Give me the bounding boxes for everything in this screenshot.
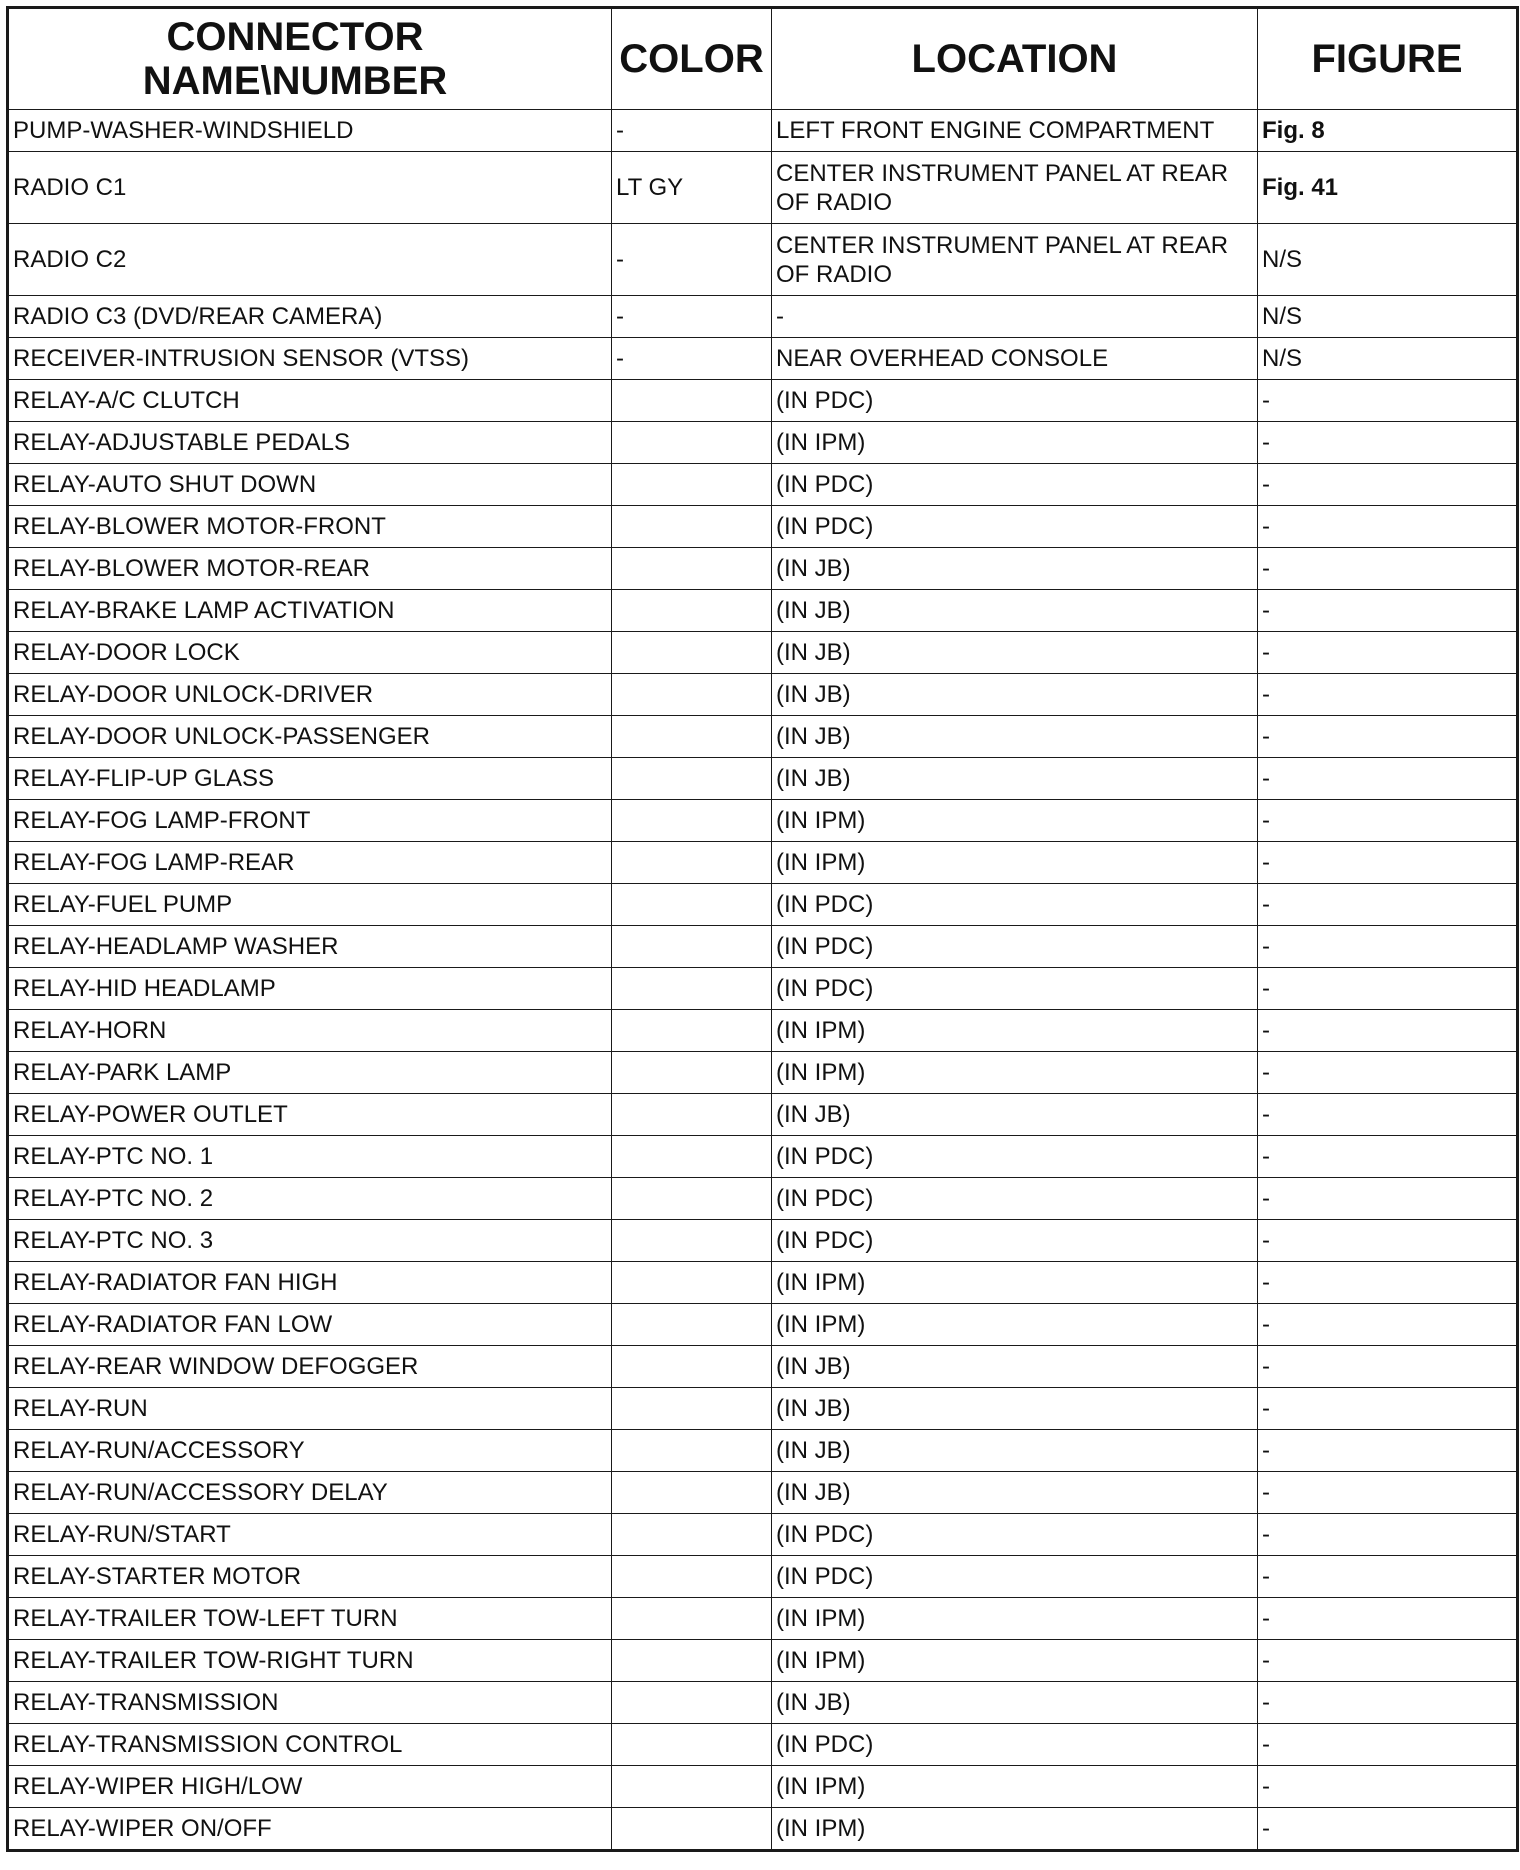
cell-figure: -	[1258, 422, 1518, 464]
cell-connector-name: RELAY-DOOR LOCK	[8, 632, 612, 674]
cell-connector-name: RELAY-HORN	[8, 1010, 612, 1052]
cell-location: (IN JB)	[772, 590, 1258, 632]
cell-color	[612, 1052, 772, 1094]
cell-location: (IN JB)	[772, 1430, 1258, 1472]
table-row	[8, 1220, 1518, 1262]
cell-location: (IN IPM)	[772, 1598, 1258, 1640]
cell-location: (IN JB)	[772, 758, 1258, 800]
table-row	[8, 1430, 1518, 1472]
table-row	[8, 464, 1518, 506]
cell-figure: -	[1258, 1682, 1518, 1724]
cell-color	[612, 1472, 772, 1514]
table-row	[8, 1514, 1518, 1556]
table-row	[8, 842, 1518, 884]
cell-color	[612, 1010, 772, 1052]
cell-connector-name: RELAY-WIPER HIGH/LOW	[8, 1766, 612, 1808]
cell-color	[612, 1430, 772, 1472]
cell-figure: -	[1258, 506, 1518, 548]
cell-connector-name: RELAY-BLOWER MOTOR-FRONT	[8, 506, 612, 548]
cell-connector-name: RELAY-PTC NO. 2	[8, 1178, 612, 1220]
cell-location: (IN PDC)	[772, 464, 1258, 506]
cell-color	[612, 1136, 772, 1178]
table-row	[8, 380, 1518, 422]
cell-connector-name: RELAY-FUEL PUMP	[8, 884, 612, 926]
cell-connector-name: RELAY-RUN	[8, 1388, 612, 1430]
cell-figure: -	[1258, 1472, 1518, 1514]
table-row	[8, 422, 1518, 464]
table-row	[8, 1262, 1518, 1304]
table-body	[8, 110, 1518, 1851]
cell-location: (IN IPM)	[772, 1262, 1258, 1304]
cell-connector-name: RELAY-TRANSMISSION CONTROL	[8, 1724, 612, 1766]
cell-figure: -	[1258, 1430, 1518, 1472]
cell-connector-name: RADIO C1	[8, 152, 612, 224]
cell-color: -	[612, 110, 772, 152]
cell-connector-name: RELAY-RUN/ACCESSORY DELAY	[8, 1472, 612, 1514]
cell-location: (IN PDC)	[772, 1514, 1258, 1556]
cell-connector-name: RELAY-TRAILER TOW-RIGHT TURN	[8, 1640, 612, 1682]
cell-connector-name: RADIO C2	[8, 224, 612, 296]
cell-color: -	[612, 224, 772, 296]
cell-color	[612, 1766, 772, 1808]
cell-location: (IN IPM)	[772, 1052, 1258, 1094]
cell-color	[612, 758, 772, 800]
table-row	[8, 716, 1518, 758]
table-row	[8, 632, 1518, 674]
cell-figure: -	[1258, 1220, 1518, 1262]
cell-color: -	[612, 338, 772, 380]
table-row	[8, 548, 1518, 590]
cell-location: (IN JB)	[772, 1388, 1258, 1430]
cell-color	[612, 380, 772, 422]
table-row	[8, 884, 1518, 926]
cell-connector-name: RELAY-BLOWER MOTOR-REAR	[8, 548, 612, 590]
cell-connector-name: RELAY-TRANSMISSION	[8, 1682, 612, 1724]
cell-connector-name: RELAY-HID HEADLAMP	[8, 968, 612, 1010]
cell-color	[612, 1220, 772, 1262]
cell-location: (IN JB)	[772, 1094, 1258, 1136]
cell-connector-name: RELAY-HEADLAMP WASHER	[8, 926, 612, 968]
table-row	[8, 1724, 1518, 1766]
table-row	[8, 110, 1518, 152]
cell-color	[612, 1346, 772, 1388]
cell-figure: -	[1258, 590, 1518, 632]
cell-color	[612, 1262, 772, 1304]
cell-figure: -	[1258, 1010, 1518, 1052]
cell-connector-name: RELAY-FOG LAMP-REAR	[8, 842, 612, 884]
cell-connector-name: RELAY-RADIATOR FAN HIGH	[8, 1262, 612, 1304]
table-row	[8, 1052, 1518, 1094]
cell-figure: -	[1258, 1388, 1518, 1430]
cell-figure: -	[1258, 1598, 1518, 1640]
cell-figure: -	[1258, 1052, 1518, 1094]
cell-figure: -	[1258, 1724, 1518, 1766]
cell-location: LEFT FRONT ENGINE COMPARTMENT	[772, 110, 1258, 152]
table-row	[8, 1472, 1518, 1514]
cell-figure: -	[1258, 1346, 1518, 1388]
cell-figure: -	[1258, 1514, 1518, 1556]
cell-color	[612, 422, 772, 464]
cell-connector-name: RELAY-RUN/START	[8, 1514, 612, 1556]
cell-figure: N/S	[1258, 296, 1518, 338]
cell-location: (IN JB)	[772, 548, 1258, 590]
cell-connector-name: RELAY-PARK LAMP	[8, 1052, 612, 1094]
cell-location: (IN PDC)	[772, 968, 1258, 1010]
table-row	[8, 1010, 1518, 1052]
cell-color	[612, 1682, 772, 1724]
cell-connector-name: RELAY-DOOR UNLOCK-PASSENGER	[8, 716, 612, 758]
table-row	[8, 1556, 1518, 1598]
cell-figure: -	[1258, 464, 1518, 506]
cell-connector-name: RELAY-POWER OUTLET	[8, 1094, 612, 1136]
cell-connector-name: RELAY-AUTO SHUT DOWN	[8, 464, 612, 506]
cell-figure: -	[1258, 1136, 1518, 1178]
cell-location: -	[772, 296, 1258, 338]
table-row	[8, 1178, 1518, 1220]
table-row	[8, 968, 1518, 1010]
cell-connector-name: RELAY-REAR WINDOW DEFOGGER	[8, 1346, 612, 1388]
cell-location: (IN JB)	[772, 1682, 1258, 1724]
cell-color	[612, 1640, 772, 1682]
table-row	[8, 296, 1518, 338]
cell-color	[612, 632, 772, 674]
header-color: COLOR	[612, 8, 772, 110]
header-row	[8, 8, 1518, 110]
cell-location: (IN PDC)	[772, 1556, 1258, 1598]
cell-connector-name: RELAY-WIPER ON/OFF	[8, 1808, 612, 1851]
cell-connector-name: RELAY-DOOR UNLOCK-DRIVER	[8, 674, 612, 716]
cell-location: (IN JB)	[772, 632, 1258, 674]
cell-figure: -	[1258, 1808, 1518, 1851]
table-row	[8, 506, 1518, 548]
cell-figure: N/S	[1258, 224, 1518, 296]
cell-location: (IN IPM)	[772, 1808, 1258, 1851]
cell-figure: -	[1258, 1304, 1518, 1346]
cell-location: (IN JB)	[772, 1472, 1258, 1514]
cell-color	[612, 716, 772, 758]
table-row	[8, 1094, 1518, 1136]
cell-figure: -	[1258, 926, 1518, 968]
cell-figure: -	[1258, 380, 1518, 422]
cell-color	[612, 464, 772, 506]
cell-color	[612, 1094, 772, 1136]
cell-figure: -	[1258, 1766, 1518, 1808]
table-row	[8, 758, 1518, 800]
cell-location: (IN IPM)	[772, 1304, 1258, 1346]
cell-figure: -	[1258, 1178, 1518, 1220]
cell-figure: -	[1258, 842, 1518, 884]
cell-location: (IN IPM)	[772, 842, 1258, 884]
cell-color	[612, 926, 772, 968]
table-row	[8, 1598, 1518, 1640]
cell-location: CENTER INSTRUMENT PANEL AT REAR OF RADIO	[772, 152, 1258, 224]
cell-color	[612, 800, 772, 842]
cell-color	[612, 1304, 772, 1346]
cell-connector-name: RELAY-TRAILER TOW-LEFT TURN	[8, 1598, 612, 1640]
cell-color	[612, 842, 772, 884]
header-location: LOCATION	[772, 8, 1258, 110]
header-figure: FIGURE	[1258, 8, 1518, 110]
cell-color	[612, 1808, 772, 1851]
cell-figure: -	[1258, 1640, 1518, 1682]
table-row	[8, 926, 1518, 968]
cell-connector-name: RELAY-FOG LAMP-FRONT	[8, 800, 612, 842]
table-row	[8, 1640, 1518, 1682]
cell-location: (IN JB)	[772, 716, 1258, 758]
cell-figure: N/S	[1258, 338, 1518, 380]
cell-location: (IN PDC)	[772, 380, 1258, 422]
cell-color	[612, 1598, 772, 1640]
table-row	[8, 1136, 1518, 1178]
cell-location: NEAR OVERHEAD CONSOLE	[772, 338, 1258, 380]
cell-location: (IN PDC)	[772, 884, 1258, 926]
cell-connector-name: RELAY-BRAKE LAMP ACTIVATION	[8, 590, 612, 632]
cell-color	[612, 590, 772, 632]
cell-color	[612, 1724, 772, 1766]
cell-color	[612, 1178, 772, 1220]
cell-connector-name: RELAY-FLIP-UP GLASS	[8, 758, 612, 800]
cell-connector-name: RELAY-ADJUSTABLE PEDALS	[8, 422, 612, 464]
cell-color	[612, 1388, 772, 1430]
cell-location: (IN JB)	[772, 674, 1258, 716]
cell-figure: -	[1258, 758, 1518, 800]
cell-connector-name: RECEIVER-INTRUSION SENSOR (VTSS)	[8, 338, 612, 380]
cell-figure: Fig. 8	[1258, 110, 1518, 152]
cell-location: (IN IPM)	[772, 1766, 1258, 1808]
cell-figure: -	[1258, 1094, 1518, 1136]
cell-connector-name: RELAY-RADIATOR FAN LOW	[8, 1304, 612, 1346]
cell-color	[612, 1556, 772, 1598]
cell-connector-name: PUMP-WASHER-WINDSHIELD	[8, 110, 612, 152]
cell-location: (IN IPM)	[772, 1640, 1258, 1682]
cell-location: (IN IPM)	[772, 422, 1258, 464]
cell-color	[612, 884, 772, 926]
cell-figure: -	[1258, 716, 1518, 758]
cell-color	[612, 674, 772, 716]
table-row	[8, 1346, 1518, 1388]
cell-location: (IN PDC)	[772, 1136, 1258, 1178]
cell-figure: Fig. 41	[1258, 152, 1518, 224]
cell-connector-name: RELAY-RUN/ACCESSORY	[8, 1430, 612, 1472]
table-row	[8, 1808, 1518, 1851]
cell-color	[612, 506, 772, 548]
cell-location: (IN PDC)	[772, 1724, 1258, 1766]
cell-connector-name: RELAY-A/C CLUTCH	[8, 380, 612, 422]
cell-figure: -	[1258, 968, 1518, 1010]
cell-figure: -	[1258, 1556, 1518, 1598]
cell-color	[612, 1514, 772, 1556]
cell-connector-name: RELAY-PTC NO. 1	[8, 1136, 612, 1178]
cell-figure: -	[1258, 632, 1518, 674]
cell-location: (IN PDC)	[772, 1220, 1258, 1262]
table-row	[8, 1388, 1518, 1430]
table-row	[8, 590, 1518, 632]
cell-location: CENTER INSTRUMENT PANEL AT REAR OF RADIO	[772, 224, 1258, 296]
table-row	[8, 1766, 1518, 1808]
header-connector-name: CONNECTOR NAME\NUMBER	[8, 8, 612, 110]
table-row	[8, 1304, 1518, 1346]
cell-location: (IN PDC)	[772, 1178, 1258, 1220]
connector-table	[6, 6, 1519, 1852]
cell-color: -	[612, 296, 772, 338]
table-row	[8, 674, 1518, 716]
cell-figure: -	[1258, 800, 1518, 842]
cell-figure: -	[1258, 1262, 1518, 1304]
table-row	[8, 338, 1518, 380]
cell-location: (IN JB)	[772, 1346, 1258, 1388]
cell-connector-name: RELAY-PTC NO. 3	[8, 1220, 612, 1262]
table-row	[8, 1682, 1518, 1724]
cell-connector-name: RELAY-STARTER MOTOR	[8, 1556, 612, 1598]
table-row	[8, 800, 1518, 842]
table-row	[8, 152, 1518, 224]
cell-location: (IN IPM)	[772, 1010, 1258, 1052]
table-row	[8, 224, 1518, 296]
cell-location: (IN IPM)	[772, 800, 1258, 842]
cell-figure: -	[1258, 548, 1518, 590]
cell-location: (IN PDC)	[772, 926, 1258, 968]
cell-figure: -	[1258, 884, 1518, 926]
cell-location: (IN PDC)	[772, 506, 1258, 548]
cell-figure: -	[1258, 674, 1518, 716]
cell-color	[612, 548, 772, 590]
cell-connector-name: RADIO C3 (DVD/REAR CAMERA)	[8, 296, 612, 338]
cell-color	[612, 968, 772, 1010]
cell-color: LT GY	[612, 152, 772, 224]
